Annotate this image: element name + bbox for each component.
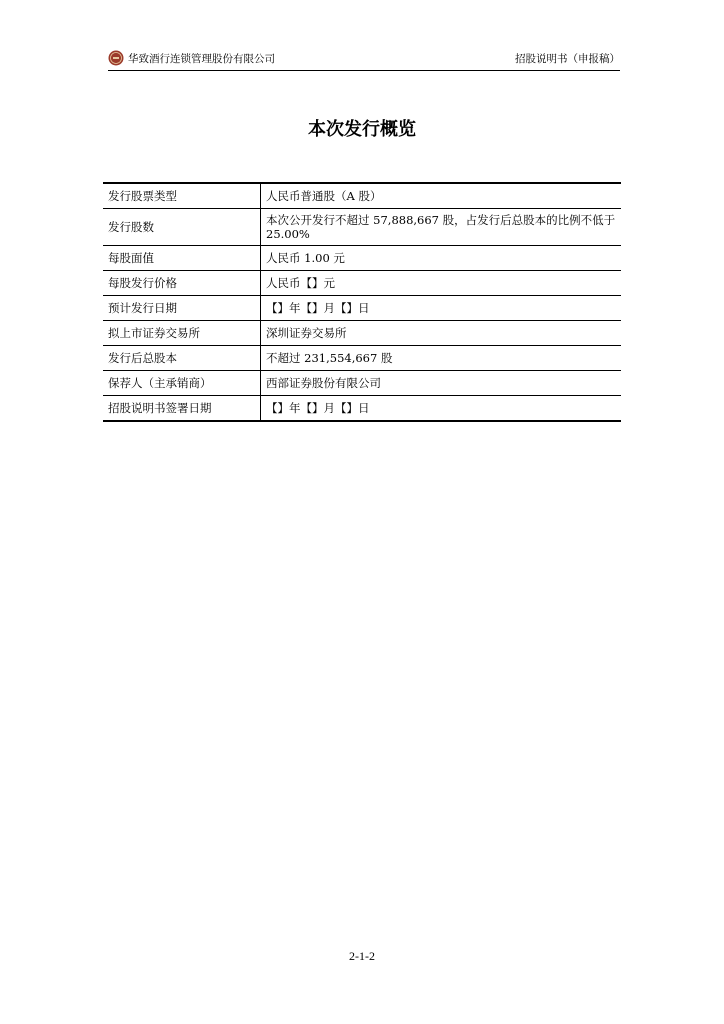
row-value: 人民币【】元 xyxy=(266,276,335,290)
row-label: 预计发行日期 xyxy=(103,296,261,321)
row-value: 西部证券股份有限公司 xyxy=(266,376,381,390)
row-label: 发行股数 xyxy=(103,209,261,246)
table-row xyxy=(103,209,621,246)
row-value: 深圳证券交易所 xyxy=(266,326,347,340)
row-label: 每股面值 xyxy=(103,246,261,271)
company-logo-icon xyxy=(108,50,124,66)
table-row xyxy=(103,296,621,321)
row-value: 【】年【】月【】日 xyxy=(266,301,370,315)
row-value: 不超过 231,554,667 股 xyxy=(266,351,393,365)
offering-overview-table xyxy=(103,182,621,422)
row-value: 【】年【】月【】日 xyxy=(266,401,370,415)
row-label: 每股发行价格 xyxy=(103,271,261,296)
document-type: 招股说明书（申报稿） xyxy=(515,53,620,65)
table-row xyxy=(103,396,621,422)
table-row xyxy=(103,321,621,346)
page-header xyxy=(108,50,620,71)
table-row xyxy=(103,346,621,371)
table-row xyxy=(103,371,621,396)
row-label: 招股说明书签署日期 xyxy=(103,396,261,422)
row-value: 人民币普通股（A 股） xyxy=(266,189,382,203)
table-row xyxy=(103,271,621,296)
row-label: 发行后总股本 xyxy=(103,346,261,371)
row-label: 拟上市证券交易所 xyxy=(103,321,261,346)
row-value: 人民币 1.00 元 xyxy=(266,251,345,265)
row-label: 保荐人（主承销商） xyxy=(103,371,261,396)
row-label: 发行股票类型 xyxy=(103,183,261,209)
page-number: 2-1-2 xyxy=(349,949,375,963)
table-row xyxy=(103,183,621,209)
table-row xyxy=(103,246,621,271)
row-value: 本次公开发行不超过 57,888,667 股，占发行后总股本的比例不低于 25.00% xyxy=(266,213,616,241)
page-title: 本次发行概览 xyxy=(308,119,416,140)
company-name: 华致酒行连锁管理股份有限公司 xyxy=(128,53,275,65)
